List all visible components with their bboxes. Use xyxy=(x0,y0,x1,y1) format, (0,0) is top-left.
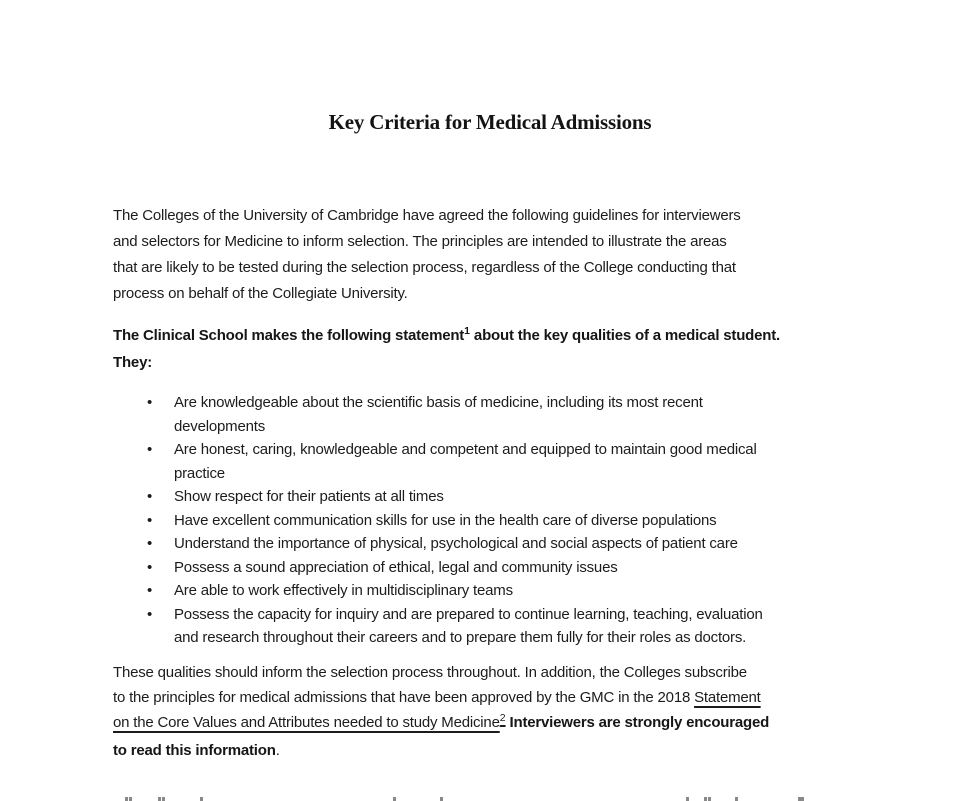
text-line: • Possess the capacity for inquiry and are prepared to continue learning, teaching, evaluation xyxy=(174,605,763,623)
quality-list-item xyxy=(113,556,875,580)
statement-text: They: xyxy=(113,354,153,371)
text-line xyxy=(113,660,875,685)
text-line xyxy=(113,350,875,375)
footnote-ref-2: 2 xyxy=(499,712,506,725)
text-line: • Are able to work effectively in multidisciplinary teams xyxy=(174,582,513,599)
quality-list-item xyxy=(113,438,875,485)
text-line: that are likely to be tested during the selection process, regardless of the College conducting that xyxy=(113,259,736,276)
clipped-text-fragment xyxy=(440,797,443,801)
closing-text: These qualities should inform the selection process throughout. In addition, the Colleges subscribe xyxy=(113,664,747,681)
clipped-text-fragment xyxy=(801,797,804,801)
closing-bold-text: to read this information xyxy=(113,741,276,759)
text-line: The Colleges of the University of Cambridge have agreed the following guidelines for interviewers xyxy=(113,207,741,224)
intro-paragraph xyxy=(113,203,875,307)
text-line: • Possess a sound appreciation of ethical, legal and community issues xyxy=(174,558,618,576)
closing-bold-text: Interviewers are strongly encouraged xyxy=(505,714,770,732)
closing-paragraph xyxy=(113,660,875,763)
statement-text: The Clinical School makes the following statement xyxy=(113,327,465,344)
gmc-statement-link[interactable]: Statement xyxy=(694,689,761,707)
text-line: • Are honest, caring, knowledgeable and competent and equipped to maintain good medical xyxy=(174,441,757,458)
clipped-text-fragment xyxy=(393,797,396,801)
clinical-school-statement-paragraph xyxy=(113,323,875,375)
quality-list-item xyxy=(113,603,875,650)
text-line xyxy=(113,323,875,350)
text-line: and selectors for Medicine to inform selection. The principles are intended to illustrate the areas xyxy=(113,233,727,250)
clipped-text-fragment xyxy=(129,797,132,801)
quality-list-item xyxy=(113,579,875,603)
text-line: practice xyxy=(174,464,225,482)
clipped-text-fragment xyxy=(158,797,161,801)
text-line xyxy=(113,685,875,710)
footnote-ref-1: 1 xyxy=(464,325,470,337)
clipped-text-fragment xyxy=(704,797,707,801)
quality-list-item xyxy=(113,532,875,556)
clipped-text-fragment xyxy=(162,797,165,801)
quality-list-item xyxy=(113,391,875,438)
clipped-text-fragment xyxy=(200,797,203,801)
text-line: • Show respect for their patients at all times xyxy=(174,488,444,505)
text-line: • Understand the importance of physical, psychological and social aspects of patient care xyxy=(174,535,738,552)
clipped-text-fragment xyxy=(125,797,128,801)
quality-list-item xyxy=(113,485,875,509)
gmc-statement-link[interactable]: on the Core Values and Attributes needed to study Medicine xyxy=(113,714,500,732)
clipped-text-fragment xyxy=(708,797,711,801)
closing-text: . xyxy=(275,741,280,759)
text-line: • Have excellent communication skills for use in the health care of diverse populations xyxy=(174,511,717,529)
text-line: • Are knowledgeable about the scientific basis of medicine, including its most recent xyxy=(174,394,703,411)
text-line: developments xyxy=(174,417,265,435)
clipped-text-fragment xyxy=(735,797,738,801)
text-line: and research throughout their careers and to prepare them fully for their roles as doctors. xyxy=(174,629,747,646)
closing-text: to the principles for medical admissions that have been approved by the GMC in the 2018 xyxy=(113,689,695,707)
qualities-list xyxy=(113,391,875,650)
text-line: process on behalf of the Collegiate University. xyxy=(113,285,408,302)
statement-text: about the key qualities of a medical student. xyxy=(469,327,780,344)
clipped-text-fragment xyxy=(686,797,689,801)
quality-list-item xyxy=(113,509,875,533)
document-title: Key Criteria for Medical Admissions xyxy=(328,110,652,134)
text-line xyxy=(113,710,875,737)
text-line xyxy=(113,738,875,763)
